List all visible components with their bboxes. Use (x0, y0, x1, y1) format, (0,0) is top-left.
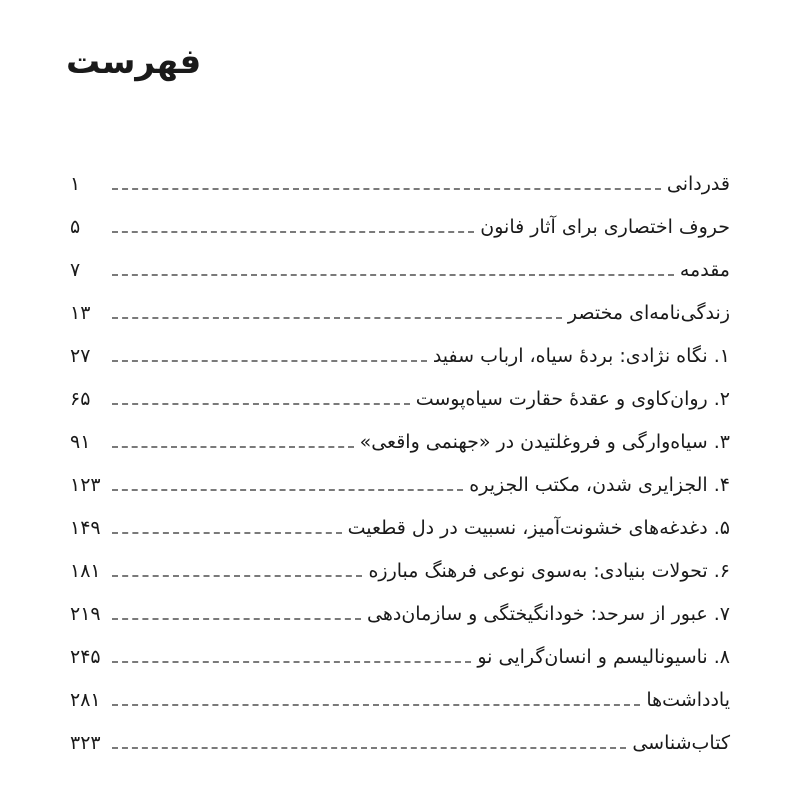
dotted-leader (112, 231, 474, 233)
toc-page-number: ۲۷ (70, 345, 91, 367)
toc-entry-title: ۵. دغدغه‌های خشونت‌آمیز، نسبیت در دل قطعیت (347, 517, 730, 539)
toc-row[interactable] (70, 636, 730, 679)
toc-entry-title: یادداشت‌ها (646, 689, 730, 711)
toc-entry-title: ۱. نگاه نژادی: بردهٔ سیاه، ارباب سفید (432, 345, 730, 367)
toc-page-number: ۶۵ (70, 388, 91, 410)
toc-page-number: ۲۱۹ (70, 603, 101, 625)
dotted-leader (112, 188, 661, 190)
toc-row[interactable] (70, 206, 730, 249)
toc-page-number: ۲۴۵ (70, 646, 101, 668)
dotted-leader (112, 360, 427, 362)
toc-page-number: ۱۴۹ (70, 517, 101, 539)
page-title: فهرست (66, 42, 202, 82)
table-of-contents (70, 163, 730, 765)
toc-entry-title: حروف اختصاری برای آثار فانون (480, 216, 730, 238)
toc-page-number: ۱۲۳ (70, 474, 101, 496)
dotted-leader (112, 661, 471, 663)
dotted-leader (112, 489, 463, 491)
toc-row[interactable] (70, 679, 730, 722)
toc-row[interactable] (70, 378, 730, 421)
toc-entry-title: کتاب‌شناسی (632, 732, 730, 754)
dotted-leader (112, 575, 362, 577)
toc-page-number: ۹۱ (70, 431, 91, 453)
toc-entry-title: ۴. الجزایری شدن، مکتب الجزیره (469, 474, 730, 496)
dotted-leader (112, 618, 361, 620)
toc-page-number: ۲۸۱ (70, 689, 101, 711)
toc-entry-title: ۳. سیاه‌وارگی و فروغلتیدن در «جهنمی واقعی» (359, 431, 730, 453)
toc-row[interactable] (70, 507, 730, 550)
toc-entry-title: ۸. ناسیونالیسم و انسان‌گرایی نو (477, 646, 730, 668)
toc-entry-title: قدردانی (666, 173, 730, 195)
dotted-leader (112, 446, 354, 448)
toc-row[interactable] (70, 163, 730, 206)
toc-row[interactable] (70, 464, 730, 507)
toc-page-number: ۱۸۱ (70, 560, 101, 582)
toc-entry-title: زندگی‌نامه‌ای مختصر (567, 302, 730, 324)
toc-row[interactable] (70, 550, 730, 593)
toc-page-number: ۳۲۳ (70, 732, 101, 754)
dotted-leader (112, 317, 562, 319)
toc-row[interactable] (70, 249, 730, 292)
toc-row[interactable] (70, 593, 730, 636)
toc-page-number: ۱۳ (70, 302, 91, 324)
toc-entry-title: ۲. روان‌کاوی و عقدهٔ حقارت سیاه‌پوست (415, 388, 730, 410)
dotted-leader (112, 532, 342, 534)
toc-row[interactable] (70, 722, 730, 765)
toc-row[interactable] (70, 335, 730, 378)
toc-page-number: ۱ (70, 173, 81, 195)
toc-row[interactable] (70, 292, 730, 335)
toc-entry-title: ۷. عبور از سرحد: خودانگیختگی و سازمان‌دهی (367, 603, 730, 625)
dotted-leader (112, 747, 626, 749)
dotted-leader (112, 274, 674, 276)
toc-page-number: ۷ (70, 259, 81, 281)
dotted-leader (112, 704, 640, 706)
toc-page-number: ۵ (70, 216, 81, 238)
toc-entry-title: ۶. تحولات بنیادی: به‌سوی نوعی فرهنگ مبارزه (368, 560, 730, 582)
toc-row[interactable] (70, 421, 730, 464)
dotted-leader (112, 403, 410, 405)
toc-entry-title: مقدمه (679, 259, 730, 281)
